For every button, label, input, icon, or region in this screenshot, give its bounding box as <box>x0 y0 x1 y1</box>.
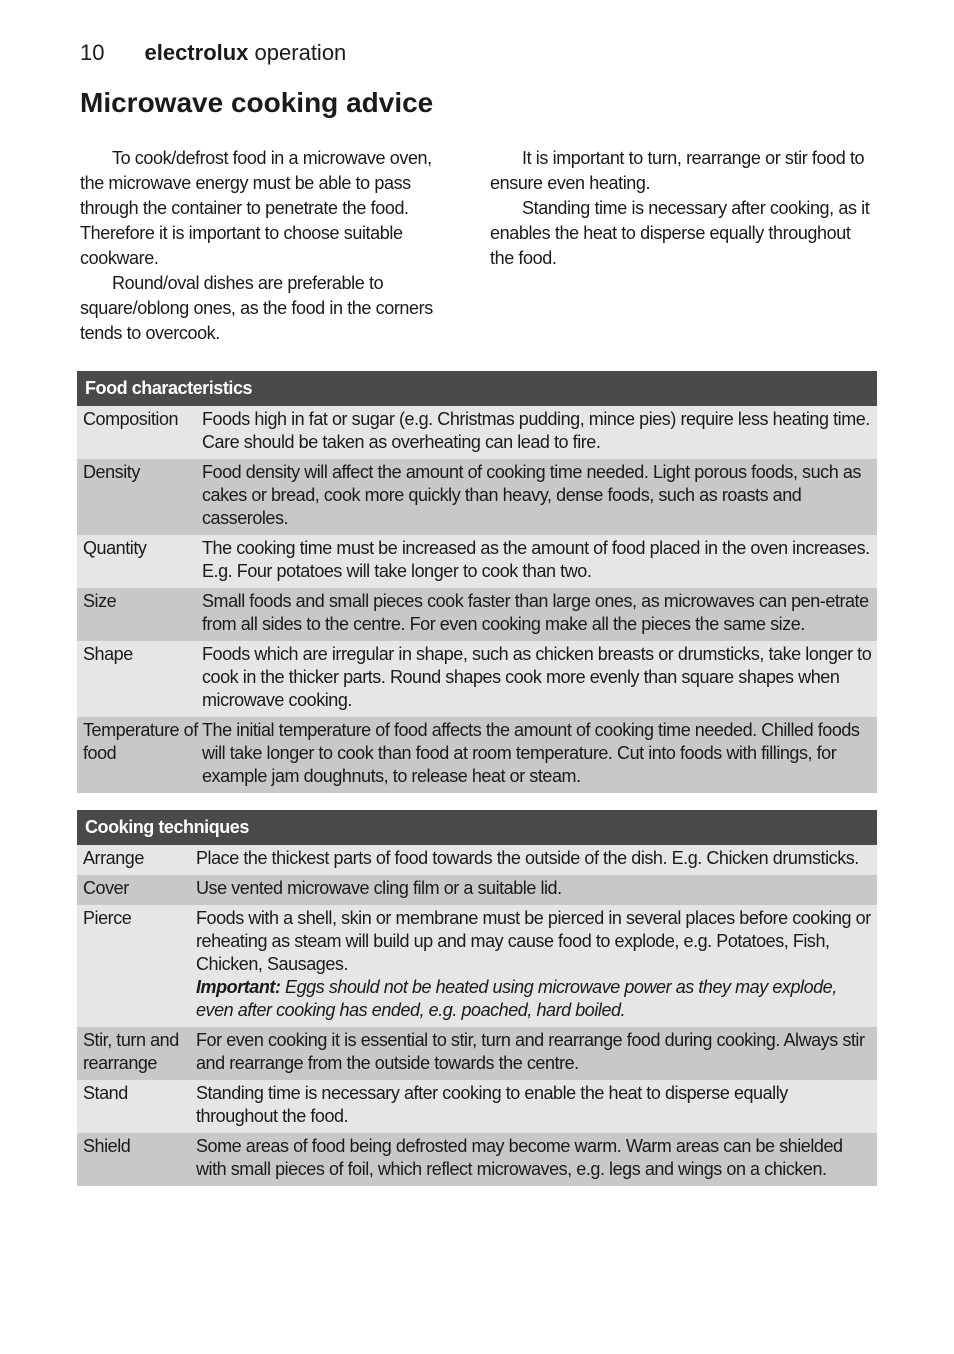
row-label: Stand <box>83 1083 128 1103</box>
table-row <box>77 641 877 717</box>
row-label: Stir, turn and rearrange <box>83 1030 179 1073</box>
table-heading: Food characteristics <box>77 371 877 406</box>
table-row <box>77 1133 877 1186</box>
table-row <box>77 845 877 875</box>
intro-left-column <box>80 146 460 346</box>
row-description: The initial temperature of food affects the amount of cooking time needed. Chilled foods will take longer to cook than food at room temperature. Cut into foods with fillings, for example jam doughnuts, to release heat or steam. <box>202 720 860 786</box>
page-number: 10 <box>80 40 105 65</box>
important-label: Important: <box>196 977 281 997</box>
important-text: Eggs should not be heated using microwave power as they may explode, even after cooking has ended, e.g. poached, hard boiled. <box>196 977 837 1020</box>
table-row <box>77 717 877 793</box>
cooking-techniques-table <box>77 810 877 1186</box>
row-description <box>196 907 877 1022</box>
row-label: Composition <box>83 409 179 429</box>
intro-right-column <box>490 146 875 271</box>
row-label: Pierce <box>83 908 132 928</box>
row-description: Place the thickest parts of food towards the outside of the dish. E.g. Chicken drumsticks. <box>196 848 859 868</box>
row-label: Cover <box>83 878 129 898</box>
row-description: Standing time is necessary after cooking to enable the heat to disperse equally throughout the food. <box>196 1083 788 1126</box>
intro-paragraph: Standing time is necessary after cooking, as it enables the heat to disperse equally throughout the food. <box>490 198 870 268</box>
row-description: Foods high in fat or sugar (e.g. Christmas pudding, mince pies) require less heating time. Care should be taken as overheating can lead to fire. <box>202 409 870 452</box>
page-header <box>80 40 346 66</box>
table-row <box>77 1080 877 1133</box>
food-characteristics-table <box>77 371 877 793</box>
row-label: Shield <box>83 1136 131 1156</box>
page-title: Microwave cooking advice <box>80 87 434 118</box>
row-description: Small foods and small pieces cook faster than large ones, as microwaves can pen-etrate from all sides to the centre. For even cooking make all the pieces the same size. <box>202 591 869 634</box>
row-description: Foods which are irregular in shape, such as chicken breasts or drumsticks, take longer to cook in the thicker parts. Round shapes cook more evenly than square shapes when microwave cooking. <box>202 644 872 710</box>
row-label: Arrange <box>83 848 144 868</box>
row-label: Temperature of food <box>83 720 198 763</box>
row-description: For even cooking it is essential to stir, turn and rearrange food during cooking. Always stir and rearrange from the outside towards the centre. <box>196 1030 865 1073</box>
row-description: Use vented microwave cling film or a suitable lid. <box>196 878 562 898</box>
important-note <box>196 976 873 1022</box>
table-row <box>77 905 877 1027</box>
table-row <box>77 875 877 905</box>
table-row <box>77 406 877 459</box>
row-label: Size <box>83 591 117 611</box>
row-label: Density <box>83 462 140 482</box>
table-row <box>77 535 877 588</box>
row-description: Some areas of food being defrosted may become warm. Warm areas can be shielded with small pieces of foil, which reflect microwaves, e.g. legs and wings on a chicken. <box>196 1136 843 1179</box>
row-description: The cooking time must be increased as the amount of food placed in the oven increases. E.g. Four potatoes will take longer to cook than two. <box>202 538 870 581</box>
table-row <box>77 459 877 535</box>
row-label: Quantity <box>83 538 147 558</box>
section-name: operation <box>254 40 347 65</box>
row-description: Food density will affect the amount of cooking time needed. Light porous foods, such as cakes or bread, cook more quickly than heavy, dense foods, such as roasts and casseroles. <box>202 462 861 528</box>
table-row <box>77 588 877 641</box>
row-text: Foods with a shell, skin or membrane must be pierced in several places before cooking or reheating as steam will build up and may cause food to explode, e.g. Potatoes, Fish, Chicken, Sausages. <box>196 908 871 974</box>
table-heading: Cooking techniques <box>77 810 877 845</box>
row-label: Shape <box>83 644 133 664</box>
intro-paragraph: It is important to turn, rearrange or stir food to ensure even heating. <box>490 148 865 193</box>
intro-paragraph: To cook/defrost food in a microwave oven, the microwave energy must be able to pass through the container to penetrate the food. Therefore it is important to choose suitable cookware. <box>80 148 432 268</box>
intro-paragraph: Round/oval dishes are preferable to square/oblong ones, as the food in the corners tends to overcook. <box>80 273 433 343</box>
table-row <box>77 1027 877 1080</box>
brand-name: electrolux <box>144 40 249 65</box>
